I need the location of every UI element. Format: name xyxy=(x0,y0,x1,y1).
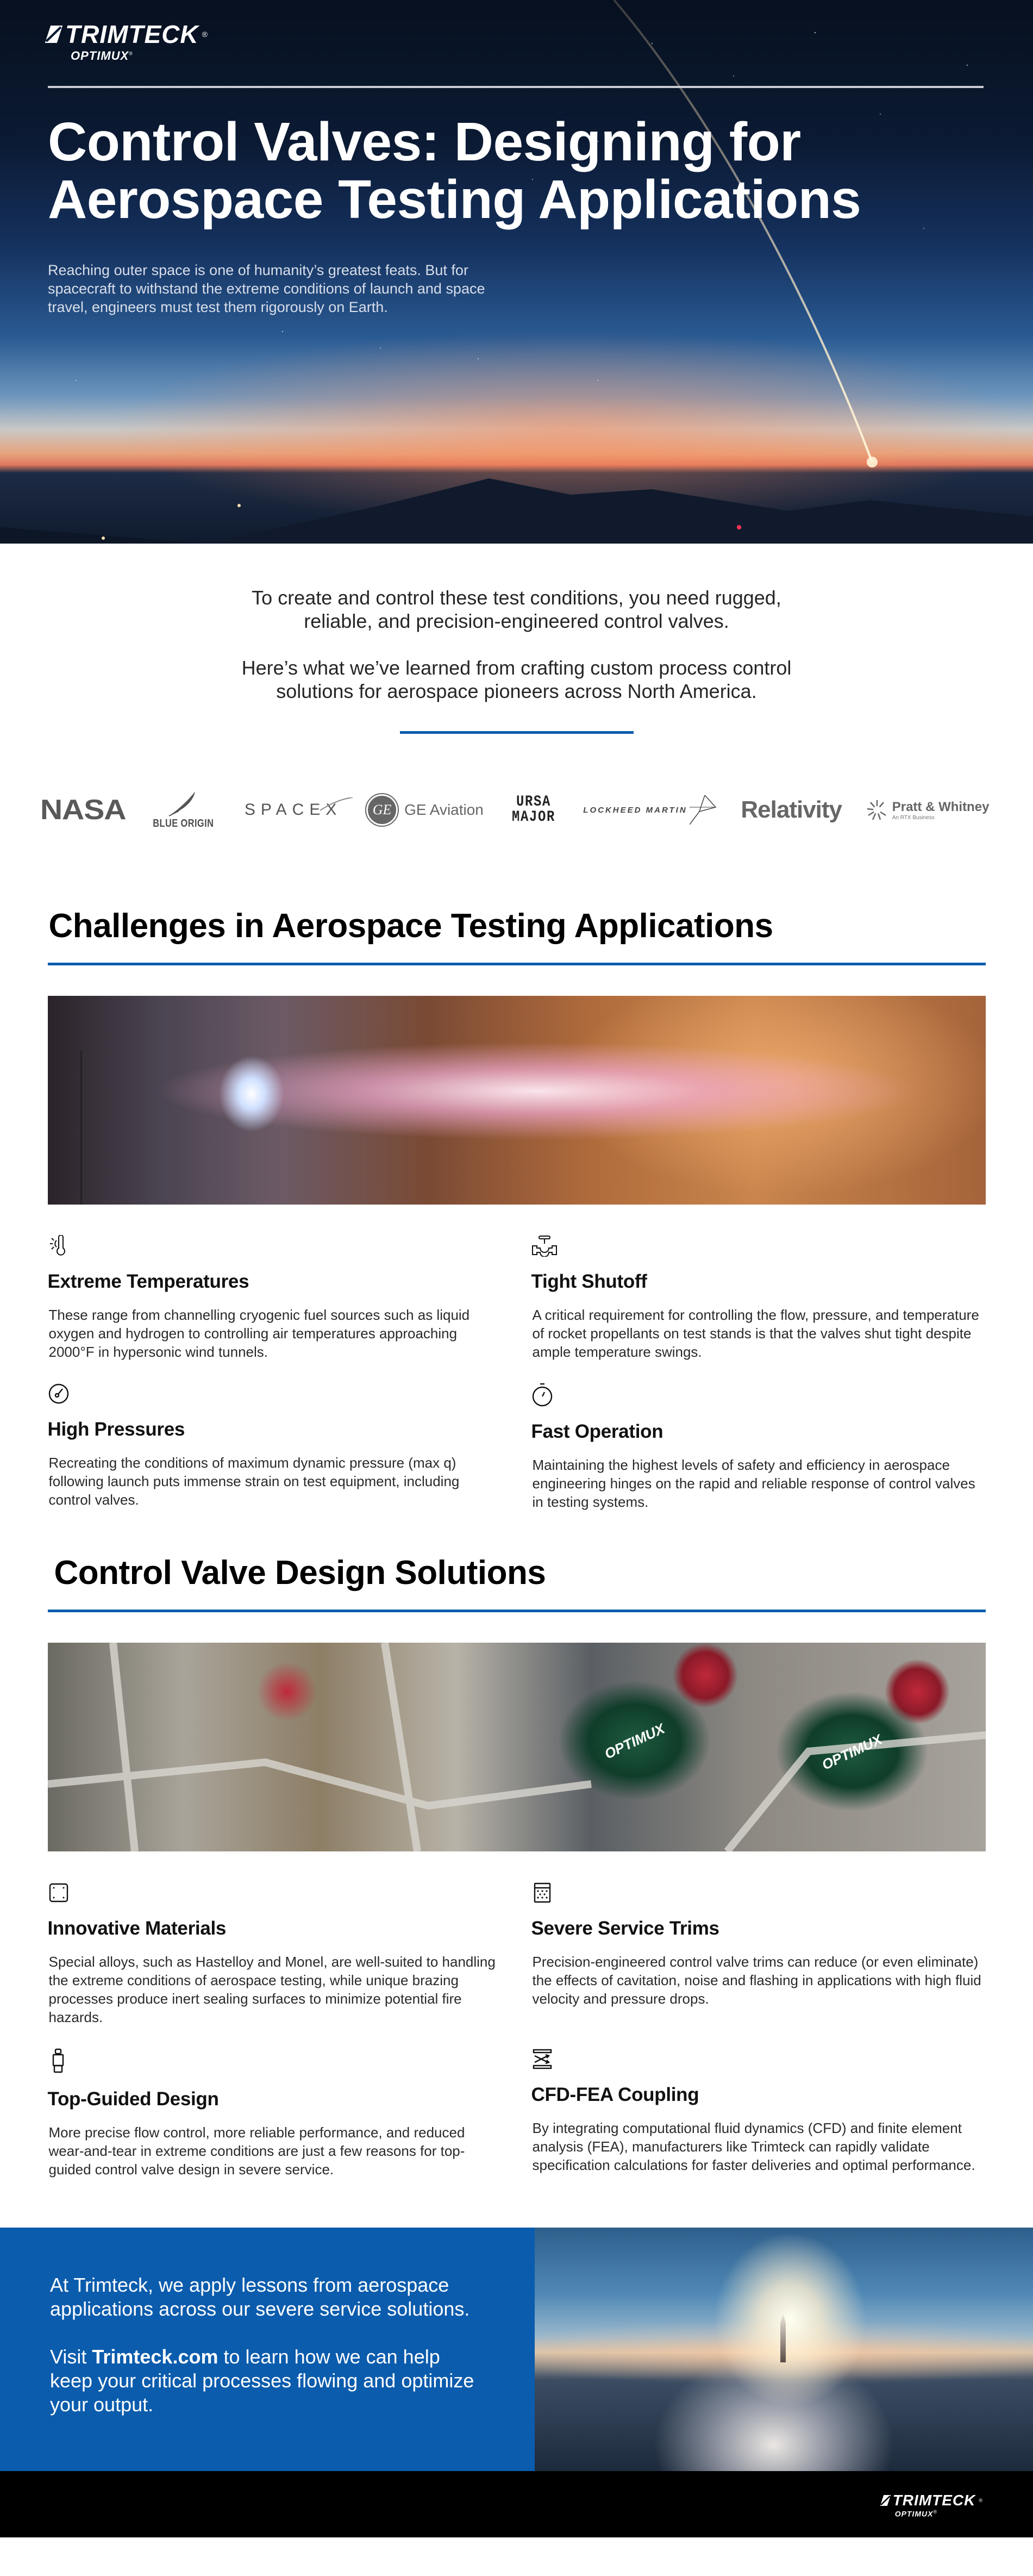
solution-title: Innovative Materials xyxy=(47,1918,227,1939)
material-plate-icon xyxy=(48,1882,70,1904)
pressure-gauge-icon xyxy=(48,1383,70,1405)
solution-body: By integrating computational fluid dynamics (CFD) and finite element analysis (FEA), manufacturers like Trimteck can rapidly validate specification calculations for faster deliveries and optimal performance. xyxy=(532,2120,975,2173)
rtx-tagline: An RTX Business xyxy=(892,814,935,821)
nasa-wordmark: NASA xyxy=(40,794,126,826)
intro-section xyxy=(0,544,1033,734)
accent-divider xyxy=(400,731,634,734)
solution-body: More precise flow control, more reliable performance, and reduced wear-and-tear in extreme conditions are just a few reasons for top-guided control valve design in severe service. xyxy=(48,2124,465,2178)
solution-card xyxy=(531,1882,986,2026)
challenges-grid xyxy=(48,1235,986,1511)
solution-title: Top-Guided Design xyxy=(47,2088,219,2110)
trimteck-link[interactable]: Trimteck.com xyxy=(92,2346,218,2368)
solution-card xyxy=(48,2048,531,2179)
challenge-card xyxy=(48,1235,531,1361)
solution-body: Special alloys, such as Hastelloy and Monel, are well-suited to handling the extreme conditions of aerospace testing, while unique brazing processes produce inert sealing surfaces to minimize potential fire hazards. xyxy=(48,1954,496,2025)
trimteck-slash-icon xyxy=(880,2495,890,2506)
svg-text:OPTIMUX: OPTIMUX xyxy=(819,1731,885,1773)
registered-mark: ® xyxy=(979,2497,983,2503)
svg-text:OPTIMUX: OPTIMUX xyxy=(602,1720,667,1762)
top-guided-valve-icon xyxy=(48,2048,70,2074)
rocket-silhouette xyxy=(780,2313,786,2362)
trimteck-slash-icon xyxy=(45,26,62,43)
brand-name: TRIMTECK xyxy=(65,20,199,48)
lockheed-star-icon xyxy=(690,795,717,825)
hero-content xyxy=(48,22,982,316)
sub-brand-name: OPTIMUX xyxy=(71,49,129,63)
solutions-heading: Control Valve Design Solutions xyxy=(54,1554,546,1592)
control-valves-photo xyxy=(48,1643,986,1851)
section-divider xyxy=(48,963,986,965)
challenge-card xyxy=(531,1383,986,1511)
challenge-body: Recreating the conditions of maximum dynamic pressure (max q) following launch puts immense strain on test equipment, including control valves. xyxy=(48,1455,460,1508)
solution-card xyxy=(48,1882,531,2026)
footer xyxy=(0,2471,1033,2537)
hero-divider xyxy=(48,86,984,88)
sub-brand-name: OPTIMUX xyxy=(894,2509,934,2518)
cta-paragraph-2 xyxy=(50,2345,486,2417)
cta-section xyxy=(0,2228,1033,2471)
intro-paragraph-2: Here’s what we’ve learned from crafting custom process control solutions for aerospace pioneers across North America. xyxy=(241,657,792,702)
rocket-launch-photo xyxy=(535,2228,1033,2471)
ursa-wordmark: URSA xyxy=(516,794,551,810)
solution-card xyxy=(531,2048,986,2179)
cfd-fea-icon xyxy=(531,2048,553,2070)
major-wordmark: MAJOR xyxy=(511,809,555,826)
title-line-2: Aerospace Testing Applications xyxy=(48,169,861,230)
challenge-body: These range from channelling cryogenic fuel sources such as liquid oxygen and hydrogen to controlling air temperatures approaching 2000°F in hypersonic wind tunnels. xyxy=(48,1307,470,1360)
solution-title: CFD-FEA Coupling xyxy=(531,2084,699,2105)
pratt-whitney-logo xyxy=(866,799,990,821)
hero-lede: Reaching outer space is one of humanity’s greatest feats. But for spacecraft to withstand the extreme conditions of launch and space travel, engineers must test them rigorously on Earth. xyxy=(48,262,485,315)
registered-mark: ® xyxy=(202,30,208,39)
cta-text-panel xyxy=(0,2228,535,2471)
page-title xyxy=(48,113,982,228)
challenge-card xyxy=(48,1383,531,1511)
registered-mark: ® xyxy=(129,51,133,57)
rocket-engine-test-photo xyxy=(48,996,986,1205)
lockheed-martin-logo xyxy=(583,795,716,825)
title-line-1: Control Valves: Designing for xyxy=(48,111,801,172)
challenge-title: Fast Operation xyxy=(531,1421,663,1442)
challenges-heading: Challenges in Aerospace Testing Applications xyxy=(48,907,773,945)
visit-prefix: Visit xyxy=(50,2346,92,2368)
challenge-title: High Pressures xyxy=(47,1419,185,1440)
ge-aviation-wordmark: GE Aviation xyxy=(404,801,484,818)
section-divider xyxy=(48,1610,986,1612)
challenge-body: A critical requirement for controlling the flow, pressure, and temperature of rocket propellants on test stands is that the valves shut tight despite ample temperature swings. xyxy=(532,1307,979,1360)
feather-icon xyxy=(167,790,199,818)
valve-icon xyxy=(531,1235,558,1257)
challenge-title: Tight Shutoff xyxy=(531,1271,647,1292)
mountain-silhouette-decoration xyxy=(0,457,1033,544)
solutions-section xyxy=(48,1554,986,2179)
test-stand-decoration xyxy=(80,1050,243,1205)
challenge-body: Maintaining the highest levels of safety and efficiency in aerospace engineering hinges on the rapid and reliable response of control valves in testing systems. xyxy=(532,1457,975,1510)
solution-title: Severe Service Trims xyxy=(531,1918,719,1939)
hero-banner xyxy=(0,0,1033,544)
challenge-card xyxy=(531,1235,986,1361)
spacex-swoosh-icon xyxy=(320,797,353,810)
spacex-logo xyxy=(245,801,342,819)
pw-burst-icon xyxy=(866,799,888,821)
challenges-section xyxy=(48,907,986,1511)
blue-origin-wordmark: BLUE ORIGIN xyxy=(152,817,214,829)
nasa-logo xyxy=(40,794,126,826)
challenge-title: Extreme Temperatures xyxy=(47,1271,249,1292)
solutions-grid xyxy=(48,1882,986,2179)
thermometer-sun-icon xyxy=(48,1235,70,1257)
spacex-wordmark: SPACEX xyxy=(244,801,342,819)
registered-mark: ® xyxy=(933,2509,938,2515)
trimteck-logo[interactable] xyxy=(48,22,208,63)
intro-paragraph-1: To create and control these test conditions, you need rugged, reliable, and precision-engineered control valves. xyxy=(252,587,781,632)
footer-trimteck-logo[interactable] xyxy=(882,2493,983,2518)
visit-suffix: to learn how we can help keep your critical processes flowing and optimize your output. xyxy=(50,2346,474,2416)
pratt-whitney-wordmark: Pratt & Whitney xyxy=(892,799,990,814)
partner-logos xyxy=(40,783,990,837)
lockheed-martin-wordmark: LOCKHEED MARTIN xyxy=(583,805,687,815)
solution-body: Precision-engineered control valve trims can reduce (or even eliminate) the effects of cavitation, noise and flashing in applications with high fluid velocity and pressure drops. xyxy=(532,1954,981,2007)
valve-photo-overlay xyxy=(48,1643,986,1851)
stopwatch-icon xyxy=(531,1383,553,1407)
brand-name: TRIMTECK xyxy=(892,2492,976,2509)
relativity-wordmark: Relativity xyxy=(741,796,842,823)
blue-origin-logo xyxy=(146,790,221,830)
ursa-major-logo xyxy=(512,795,555,825)
trim-cage-icon xyxy=(531,1882,553,1904)
ge-monogram-icon: GE xyxy=(366,794,398,826)
cta-paragraph-1: At Trimteck, we apply lessons from aerospace applications across our severe service solutions. xyxy=(50,2274,470,2320)
ge-aviation-logo xyxy=(366,794,484,826)
relativity-logo xyxy=(741,796,842,824)
